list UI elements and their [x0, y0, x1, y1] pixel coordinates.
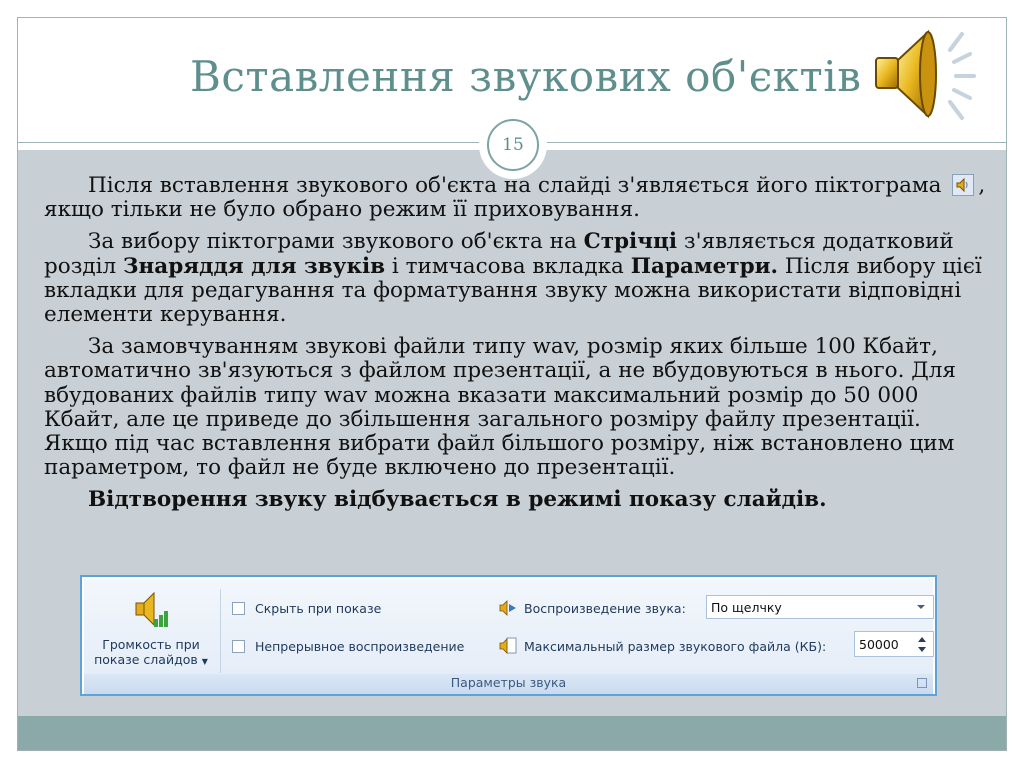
paragraph-2	[44, 230, 988, 327]
sound-file-icon	[498, 637, 518, 655]
hide-checkbox[interactable]	[232, 602, 245, 615]
volume-label-line1: Громкость при	[102, 637, 200, 652]
ribbon-sound-options	[80, 575, 937, 696]
volume-icon	[132, 589, 172, 633]
paragraph-4	[44, 488, 988, 512]
term-options: Параметри.	[630, 253, 779, 279]
hide-checkbox-label: Скрыть при показе	[255, 600, 382, 616]
playback-value: По щелчку	[711, 599, 782, 615]
chevron-down-icon	[917, 605, 925, 609]
chevron-down-icon: ▼	[201, 657, 208, 666]
paragraph-2-text-b: з'являється додатковий розділ	[44, 229, 954, 279]
volume-button[interactable]	[88, 585, 214, 673]
page-number: 15	[502, 135, 524, 155]
term-sound-tools: Знаряддя для звуків	[123, 253, 386, 279]
volume-button-label	[88, 637, 214, 669]
hide-during-show-option[interactable]	[232, 597, 381, 619]
loop-checkbox-label: Непрерывное воспроизведение	[255, 638, 465, 654]
paragraph-1-text: Після вставлення звукового об'єкта на слайді з'являється його піктограма	[88, 173, 942, 198]
playback-dropdown[interactable]	[706, 595, 934, 619]
sound-icon	[952, 174, 974, 196]
paragraph-1	[44, 174, 988, 222]
playback-row	[498, 597, 686, 619]
loop-checkbox[interactable]	[232, 640, 245, 653]
slide-body	[44, 174, 988, 521]
playback-label: Воспроизведение звука:	[524, 600, 686, 616]
dialog-launcher-icon[interactable]	[917, 678, 927, 688]
paragraph-2-text: За вибору піктограми звукового об'єкта на	[88, 229, 584, 255]
paragraph-2-text-d: Після вибору цієї вкладки для редагування та форматування звуку можна використати відповідні елементи керування.	[44, 253, 982, 328]
play-sound-icon	[498, 599, 518, 617]
max-size-label: Максимальный размер звукового файла (КБ):	[524, 638, 827, 654]
speaker-icon	[866, 20, 978, 130]
loop-option[interactable]	[232, 635, 464, 657]
max-size-row	[498, 635, 826, 657]
paragraph-4-bold: Відтворення звуку відбувається в режимі показу слайдів.	[88, 487, 827, 513]
footer-band	[18, 716, 1006, 750]
paragraph-1-tail: , якщо тільки не було обрано режим її приховування.	[44, 173, 986, 223]
spin-up-icon[interactable]	[918, 637, 926, 642]
group-label: Параметры звука	[84, 674, 933, 694]
term-ribbon: Стрічці	[583, 229, 678, 255]
slide-title: Вставлення звукових об'єктів	[190, 52, 862, 101]
ribbon-separator	[220, 589, 221, 673]
volume-label-line2	[88, 652, 214, 669]
page-number-badge	[482, 114, 544, 176]
volume-label-line2-text: показе слайдов	[94, 652, 198, 667]
max-size-spinner[interactable]	[854, 631, 934, 657]
max-size-value: 50000	[859, 636, 899, 652]
paragraph-3: За замовчуванням звукові файли типу wav, розмір яких більше 100 Кбайт, автоматично зв'язуються з файлом презентації, а не вбудовуються в нього. Для вбудованих файлів типу wav можна вказати максимальний розмір до 50 000 Кбайт, але це приведе до збільшення загального розміру файлу презентації. Якщо під час вставлення вибрати файл більшого розміру, ніж встановлено цим параметром, то файл не буде включено до презентації.	[44, 334, 956, 481]
paragraph-2-text-c: і тимчасова вкладка	[385, 253, 631, 279]
spin-down-icon[interactable]	[918, 647, 926, 652]
